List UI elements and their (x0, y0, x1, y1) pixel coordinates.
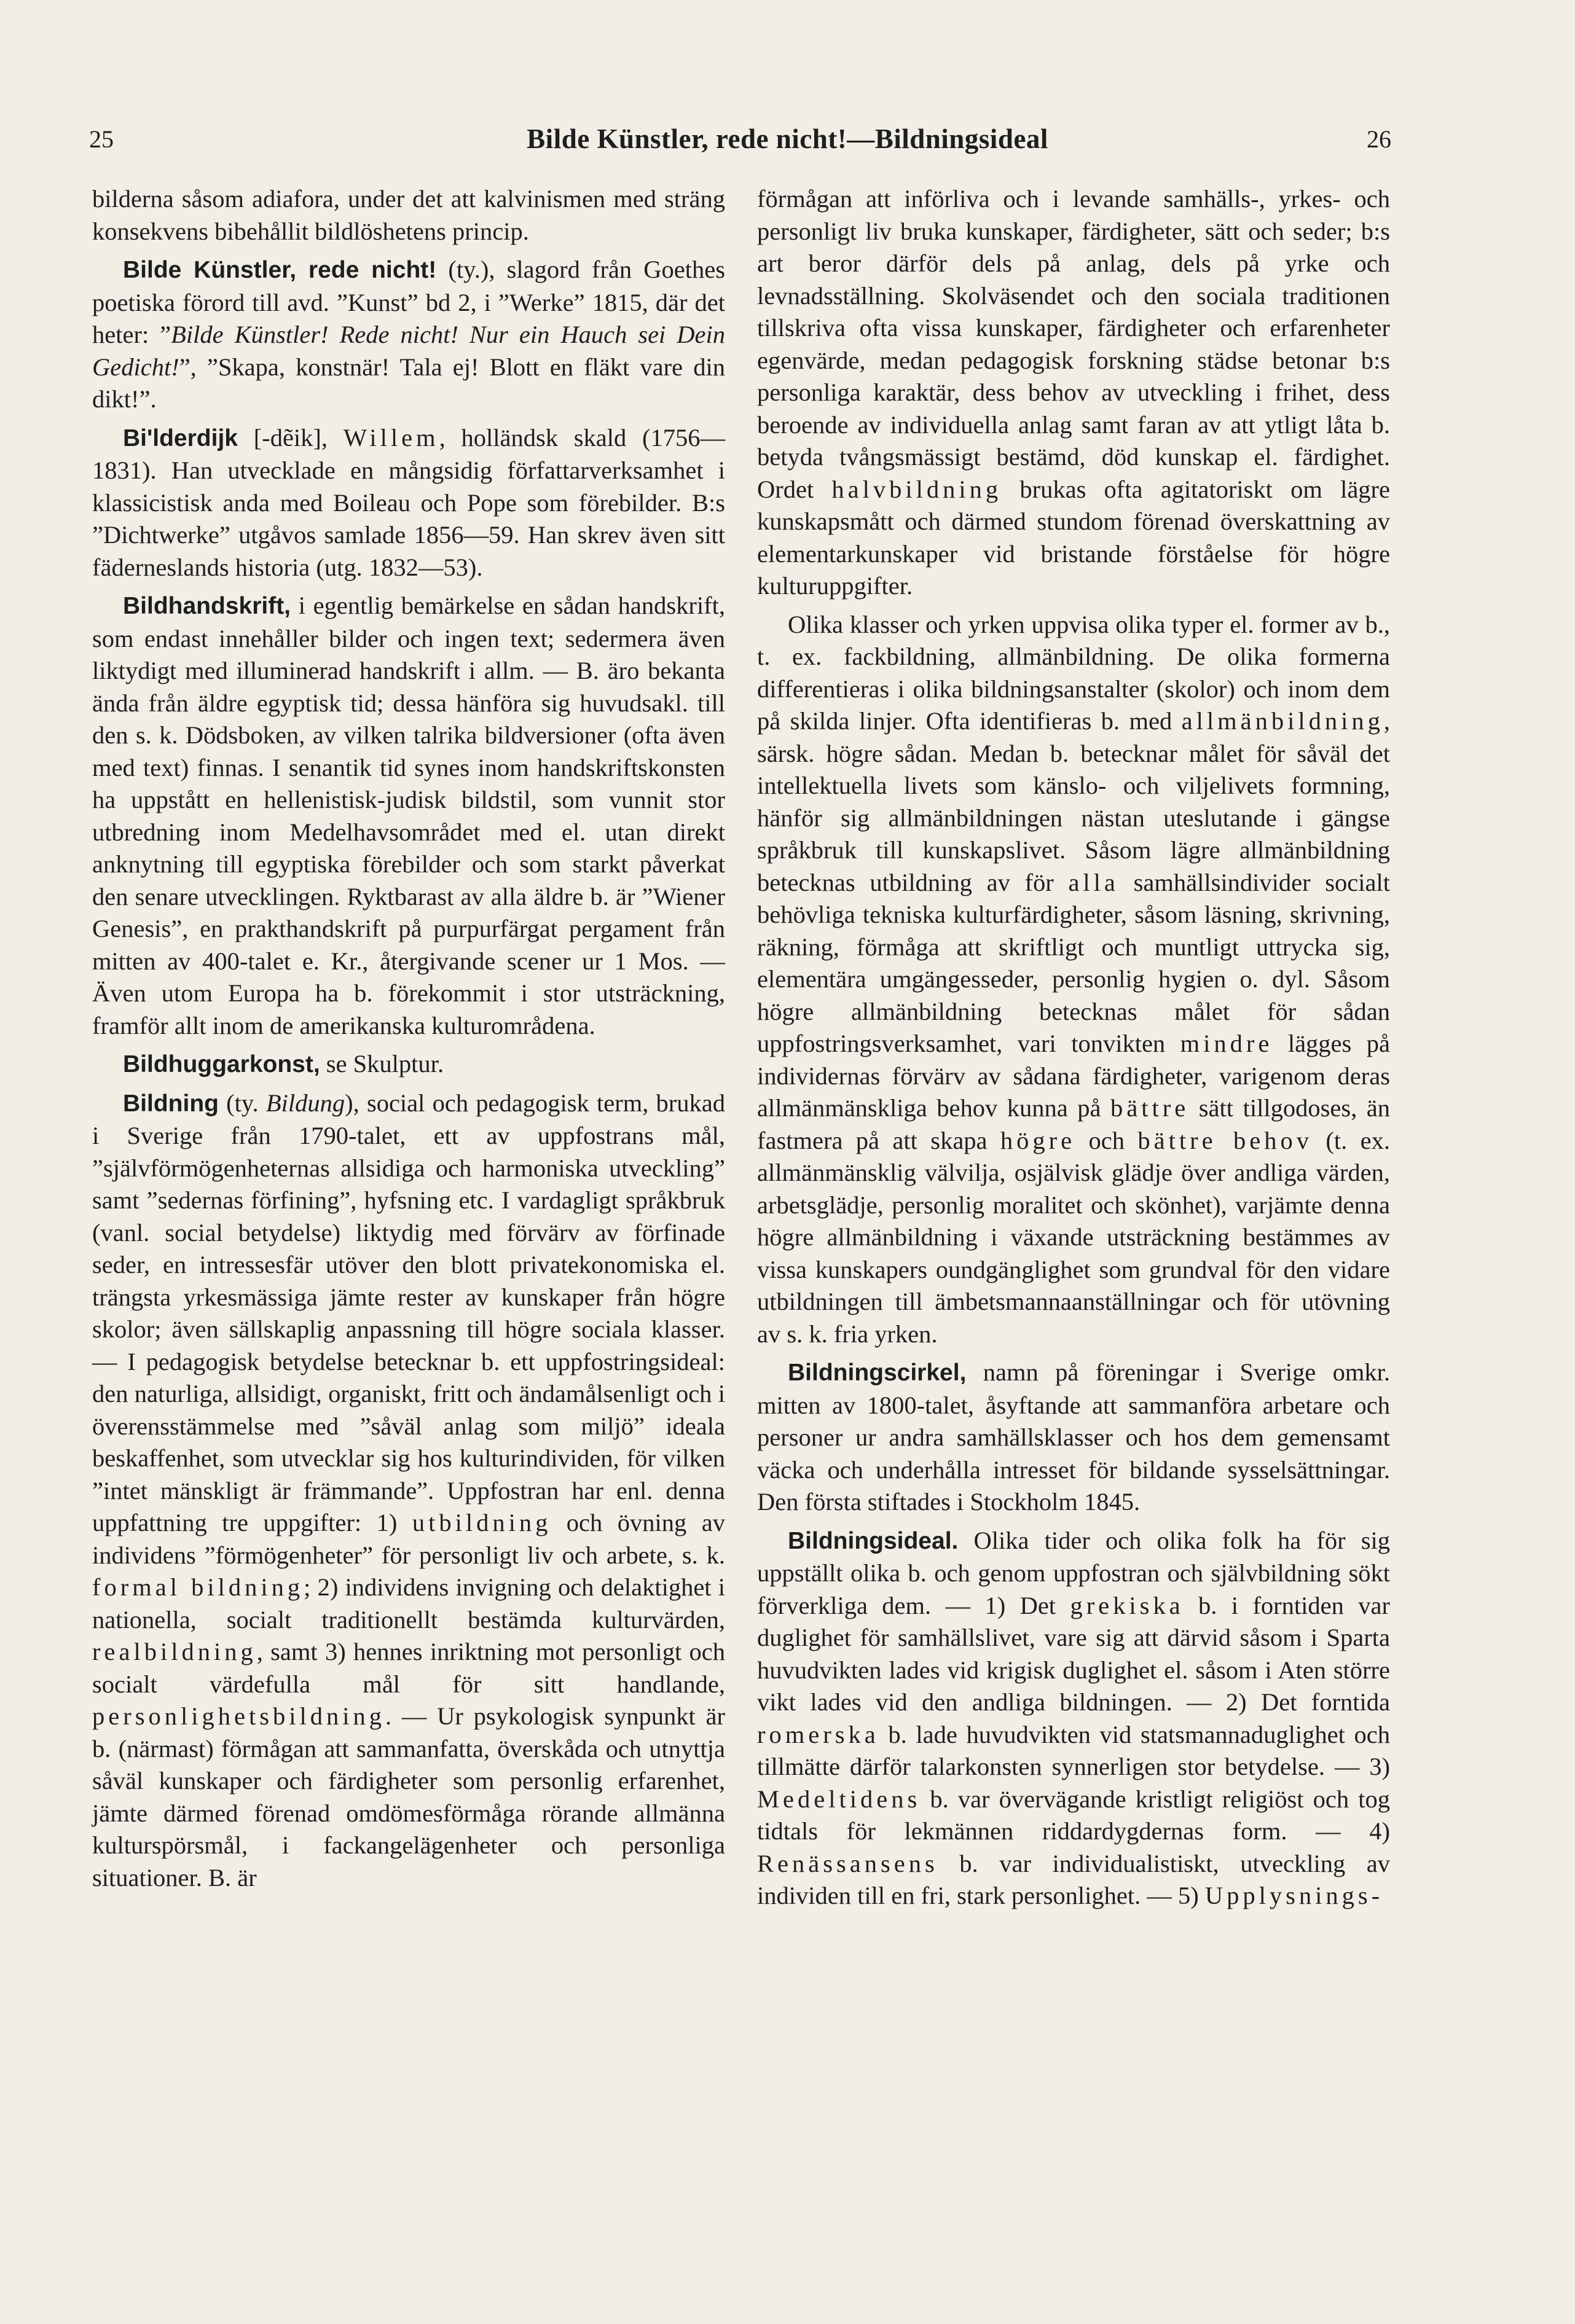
spaced-text: alla (1068, 868, 1119, 896)
body-text: , holländsk skald (1756—1831). Han utvecklade en mångsidig författarverksamhet i klassicistisk anda med Boileau och Pope som förebilder. B:s ”Dichtwerke” utgåvos samlade 1856—59. Han skrev även sitt fäderneslands historia (utg. 1832—53). (92, 423, 725, 581)
spaced-text: utbildning (412, 1509, 552, 1536)
headword: Bi'lderdijk (123, 425, 238, 452)
article-entry (92, 422, 725, 584)
headword: Bildningsideal. (788, 1527, 959, 1554)
spaced-text: Medeltidens (757, 1785, 921, 1813)
body-text: , samt 3) hennes inriktning mot personligt och socialt värdefulla mål för sitt handlande, (92, 1638, 725, 1698)
body-text: - (1371, 1882, 1380, 1909)
spaced-text: mindre (1180, 1030, 1273, 1057)
body-text: Olika tider och olika folk ha för sig uppställt olika b. och genom uppfostran och självbildning sökt förverkliga dem. — 1) Det (757, 1526, 1390, 1619)
body-text: b. lade huvudvikten vid statsmannaduglighet och tillmätte därför talarkonsten synnerligen stor betydelse. — 3) (757, 1720, 1390, 1780)
body-text: namn på föreningar i Sverige omkr. mitten av 1800-talet, åsyftande att sammanföra arbetare och personer ur andra samhällsklasser och hos dem gemensamt väcka och underhålla intresset för bildande sysselsättningar. Den första stiftades i Stockholm 1845. (757, 1358, 1390, 1516)
body-text: bilderna såsom adiafora, under det att kalvinismen med sträng konsekvens bibehållit bildlöshetens princip. (92, 185, 725, 245)
body-text: b. i forntiden var duglighet för samhällslivet, vare sig att därvid såsom i Sparta huvudvikten lades vid krigisk duglighet el. såsom i Aten större vikt lades vid den andliga bildningen. — 2) Det forntida (757, 1591, 1390, 1716)
body-text: (t. ex. allmänmänsklig välvilja, osjälvisk glädje över andliga värden, arbetsglädje, personlig moralitet och skönhet), varjämte denna högre allmänbildning i växande utsträckning bestämmes av vissa kunskapers oundgänglighet som grundval för den vidare utbildningen till ämbetsmannaanställningar och för utövning av s. k. fria yrken. (757, 1126, 1391, 1348)
spaced-text: grekiska (1070, 1591, 1184, 1619)
body-text: (ty. (218, 1089, 266, 1117)
body-text: , särsk. högre sådan. Medan b. betecknar målet för såväl det intellektuella livets som känslo- och viljelivets formning, hänför sig allmänbildningen nästan uteslutande i gängse språkbruk till kunskapslivet. Såsom lägre allmänbildning betecknas utbildning av för (757, 707, 1390, 896)
article-entry (92, 254, 725, 416)
headword: Bildhandskrift, (123, 593, 291, 619)
body-text: Olika klasser och yrken uppvisa olika typer el. former av b., t. ex. fackbildning, allmänbildning. De olika formerna differentieras i olika bildningsanstalter (skolor) och inom dem på skilda linjer. Ofta identifieras b. med (757, 610, 1390, 735)
body-text: och (1075, 1126, 1138, 1154)
headword: Bildning (123, 1090, 219, 1117)
body-text: [-dẽik], (237, 423, 344, 452)
body-text: se Skulptur. (320, 1050, 444, 1078)
article-entry (757, 1356, 1390, 1519)
spaced-text: bättre (1110, 1094, 1190, 1122)
italic-text: Bildung (265, 1089, 345, 1117)
spaced-text: personlighetsbildning (92, 1702, 385, 1730)
body-text: ), social och pedagogisk term, brukad i Sverige från 1790-talet, ett av uppfostrans mål, ”självförmögenheternas allsidiga och harmoniska utveckling” samt ”sedernas förfining”, hyfsning etc. I vardagligt språkbruk (vanl. social betydelse) liktydig med förvärv av förfinade seder, en intressesfär utöver den blott privatekonomiska el. trängsta yrkesmässiga jämte rester av kunskaper från högre skolor; även sällskaplig anpassning till högre sociala klasser. — I pedagogisk betydelse betecknar b. ett uppfostringsideal: den naturliga, allsidigt, organiskt, fritt och ändamålsenligt och i överensstämmelse med ”såväl anlag som miljö” ideala beskaffenhet, som utvecklar sig hos kulturindividen, för vilken ”intet mänskligt är främmande”. Uppfostran har enl. denna uppfattning tre uppgifter: 1) (92, 1089, 725, 1536)
left-column (92, 183, 725, 1894)
page-number-left: 25 (89, 125, 114, 153)
headword: Bilde Künstler, rede nicht! (123, 257, 437, 283)
body-text: (ty.), slagord från Goethes poetiska förord till avd. ”Kunst” bd 2, i ”Werke” 1815, där det heter: ” (92, 256, 725, 348)
body-text: b. var övervägande kristligt religiöst och tog tidtals för lekmännen riddardygdernas form. — 4) (757, 1785, 1390, 1845)
spaced-text: Upplysnings (1204, 1882, 1372, 1909)
headword: Bildhuggarkonst, (123, 1051, 320, 1078)
article-entry (92, 590, 725, 1042)
spaced-text: romerska (757, 1720, 879, 1748)
page-number-right: 26 (1367, 125, 1391, 153)
italic-text: Bilde Künstler! Rede nicht! Nur ein Hauch sei Dein Gedicht! (92, 321, 726, 381)
body-text: ; 2) individens invigning och delaktighet i nationella, socialt traditionellt bestämda kulturvärden, (92, 1573, 726, 1633)
article-entry (92, 1087, 725, 1895)
article-entry (757, 609, 1390, 1351)
spaced-text: realbildning (92, 1638, 257, 1665)
running-head: Bilde Künstler, rede nicht!—Bildningsideal (527, 123, 1048, 154)
spaced-text: Willem (343, 423, 439, 452)
body-text: sätt tillgodoses, än fastmera på att skapa (757, 1094, 1390, 1154)
spaced-text: Renässansens (757, 1849, 938, 1877)
spaced-text: allmänbildning (1181, 707, 1384, 735)
body-text: samhällsindivider socialt behövliga tekniska kulturfärdigheter, såsom läsning, skrivning, räkning, förmåga att skriftligt och muntligt uttrycka sig, elementära umgängesseder, personlig hygien o. dyl. Såsom högre allmänbildning betecknas målet för sådan uppfostringsverksamhet, vari tonvikten (757, 868, 1391, 1057)
body-text: i egentlig bemärkelse en sådan handskrift, som endast innehåller bilder och ingen text; sedermera även liktydigt med illuminerad handskrift i allm. — B. äro bekanta ända från äldre egyptisk tid; dessa hänföra sig huvudsakl. till den s. k. Dödsboken, av vilken talrika bildversioner (ofta även med text) finnas. I senantik tid synes inom handskriftskonsten ha uppstått en hellenistisk-judisk bildstil, som vunnit stor utbredning inom Medelhavsområdet med el. utan direkt anknytning till egyptiska förebilder och som starkt påverkat den senare utvecklingen. Ryktbarast av alla äldre b. är ”Wiener Genesis”, en prakthandskrift på purpurfärgat pergament från mitten av 400-talet e. Kr., återgivande scener ur 1 Mos. — Även utom Europa ha b. förekommit i stor utsträckning, framför allt inom de amerikanska kulturområdena. (92, 592, 725, 1039)
spaced-text: högre (1000, 1126, 1076, 1154)
article-continuation (757, 183, 1390, 603)
body-text: brukas ofta agitatoriskt om lägre kunskapsmått och därmed stundom förenad överskattning av elementarkunskaper vid bristande förståelse för högre kulturuppgifter. (757, 475, 1391, 600)
spaced-text: formal bildning (92, 1573, 304, 1601)
spaced-text: bättre behov (1137, 1126, 1313, 1154)
body-text: . — Ur psykologisk synpunkt är b. (närmast) förmågan att sammanfatta, överskåda och utnyttja såväl kunskaper och färdigheter som personlig erfarenhet, jämte därmed förenad omdömesförmåga rörande allmänna kulturspörsmål, i fackangelägenheter och personliga situationer. B. är (92, 1702, 725, 1892)
article-continuation (92, 183, 725, 248)
right-column (757, 183, 1390, 1912)
article-entry (92, 1048, 725, 1081)
body-text: ”, ”Skapa, konstnär! Tala ej! Blott en fläkt vare din dikt!”. (92, 353, 725, 413)
body-text: lägges på individernas förvärv av sådana färdigheter, varigenom deras allmänmänskliga behov kunna på (757, 1030, 1390, 1122)
body-text: förmågan att införliva och i levande samhälls-, yrkes- och personligt liv bruka kunskaper, färdigheter, sätt och seder; b:s art beror därför dels på anlag, dels på yrke och levnadsställning. Skolväsendet och den sociala traditionen tillskriva ofta vissa kunskaper, färdigheter och erfarenheter egenvärde, medan pedagogisk forskning städse betonar b:s personliga karaktär, dess behov av utveckling i frihet, dess beroende av individuella anlag samt faran av att ytligt låta b. betyda tvångsmässigt bestämd, död kunskap el. färdighet. Ordet (757, 185, 1390, 503)
headword: Bildningscirkel, (788, 1360, 967, 1386)
article-entry (757, 1525, 1390, 1912)
body-text: b. var individualistiskt, utveckling av individen till en fri, stark personlighet. — 5) (757, 1849, 1390, 1909)
body-text: och övning av individens ”förmögenheter” för personligt liv och arbete, s. k. (92, 1509, 725, 1569)
spaced-text: halvbildning (831, 475, 1002, 503)
